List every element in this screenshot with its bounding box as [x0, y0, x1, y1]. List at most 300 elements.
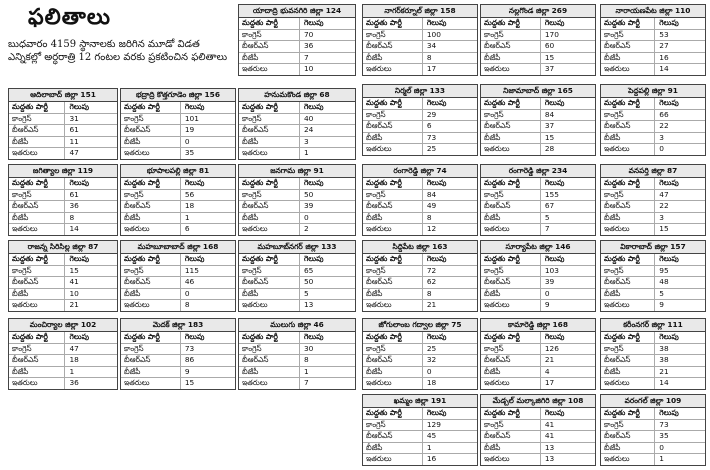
- party-name: ఇతరులు: [9, 378, 65, 389]
- seats-won: 12: [426, 224, 437, 233]
- column-header-row: [239, 178, 355, 190]
- column-header-party: మద్దతు పార్టీ: [363, 332, 423, 343]
- column-header-party: మద్దతు పార్టీ: [9, 178, 65, 189]
- column-header-party: మద్దతు పార్టీ: [121, 254, 181, 265]
- party-name: బీఆర్ఎస్: [239, 41, 300, 52]
- table-row: [363, 266, 477, 278]
- party-name: బీజేపీ: [481, 53, 541, 64]
- column-header-party: మద్దతు పార్టీ: [239, 18, 300, 29]
- party-name: బీజేపీ: [363, 213, 423, 224]
- seats-won: 36: [303, 41, 314, 50]
- table-row: [363, 443, 477, 455]
- district-title: జనగామ జిల్లా 91: [239, 165, 355, 178]
- district-title: సిద్దిపేట జిల్లా 163: [363, 241, 477, 254]
- seats-won: 103: [544, 265, 559, 275]
- headline-subtitle: బుధవారం 4159 స్థానాలకు జరిగిన మూడో విడత ఎన్నికల్లో అర్ధరాత్రి 12 గంటల వరకు ప్రకటించిన ఫలితాలు: [8, 39, 228, 63]
- table-row: [121, 224, 235, 235]
- party-name: బీజేపీ: [601, 53, 655, 64]
- table-row: [601, 201, 705, 213]
- party-name: ఇతరులు: [121, 378, 181, 389]
- district-table: [120, 318, 236, 390]
- table-row: [239, 224, 355, 235]
- party-name: బీజేపీ: [239, 289, 300, 300]
- table-row: [9, 300, 117, 311]
- column-header-row: [481, 18, 595, 30]
- table-row: [121, 137, 235, 149]
- column-header-won: గెలుపు: [659, 254, 679, 263]
- table-row: [481, 277, 595, 289]
- party-name: బీజేపీ: [121, 137, 181, 148]
- seats-won: 36: [69, 378, 79, 387]
- table-row: [601, 300, 705, 311]
- seats-won: 53: [659, 29, 669, 39]
- seats-won: 1: [659, 454, 664, 463]
- district-table: [600, 164, 706, 236]
- seats-won: 65: [303, 265, 314, 275]
- party-name: బీఆర్ఎస్: [601, 121, 655, 132]
- table-row: [239, 41, 355, 53]
- seats-won: 95: [659, 265, 669, 275]
- table-row: [363, 277, 477, 289]
- party-name: ఇతరులు: [9, 224, 65, 235]
- table-row: [481, 213, 595, 225]
- seats-won: 0: [659, 144, 664, 153]
- district-table: [600, 394, 706, 466]
- party-name: బీఆర్ఎస్: [601, 201, 655, 212]
- seats-won: 15: [659, 224, 669, 233]
- party-name: బీఆర్ఎస్: [239, 355, 300, 366]
- seats-won: 100: [426, 29, 441, 39]
- column-header-won: గెలుపు: [426, 254, 447, 263]
- column-header-party: మద్దతు పార్టీ: [481, 408, 541, 419]
- table-row: [121, 148, 235, 159]
- table-row: [363, 41, 477, 53]
- table-row: [601, 454, 705, 465]
- table-row: [239, 277, 355, 289]
- party-name: బీఆర్ఎస్: [363, 121, 423, 132]
- district-table: [8, 164, 118, 236]
- column-header-row: [601, 408, 705, 420]
- table-row: [363, 454, 477, 465]
- column-header-won: గెలుపు: [303, 254, 324, 263]
- district-title: జగిత్యాల జిల్లా 119: [9, 165, 117, 178]
- column-header-row: [601, 178, 705, 190]
- seats-won: 14: [69, 224, 79, 233]
- seats-won: 41: [544, 431, 555, 440]
- party-name: కాంగ్రెస్: [481, 420, 541, 431]
- seats-won: 50: [303, 277, 314, 286]
- party-name: బీజేపీ: [363, 133, 423, 144]
- column-header-row: [121, 332, 235, 344]
- party-name: ఇతరులు: [239, 148, 300, 159]
- seats-won: 15: [69, 265, 79, 275]
- seats-won: 40: [303, 113, 314, 123]
- district-title: కామారెడ్డి జిల్లా 168: [481, 319, 595, 332]
- party-name: బీజేపీ: [121, 213, 181, 224]
- table-row: [481, 224, 595, 235]
- district-title: మంచిర్యాల జిల్లా 102: [9, 319, 117, 332]
- column-header-row: [481, 98, 595, 110]
- party-name: కాంగ్రెస్: [481, 266, 541, 277]
- seats-won: 0: [426, 366, 432, 376]
- party-name: కాంగ్రెస్: [601, 110, 655, 121]
- party-name: బీఆర్ఎస్: [121, 355, 181, 366]
- party-name: బీజేపీ: [481, 133, 541, 144]
- party-name: కాంగ్రెస్: [601, 30, 655, 41]
- seats-won: 24: [303, 125, 314, 134]
- district-title: మెదక్ జిల్లా 183: [121, 319, 235, 332]
- column-header-won: గెలుపు: [184, 332, 205, 341]
- seats-won: 0: [184, 136, 190, 146]
- party-name: బీఆర్ఎస్: [363, 355, 423, 366]
- column-header-won: గెలుపు: [426, 18, 447, 27]
- seats-won: 72: [426, 265, 437, 275]
- column-header-party: మద్దతు పార్టీ: [481, 98, 541, 109]
- seats-won: 67: [544, 201, 555, 210]
- party-name: కాంగ్రెస్: [481, 30, 541, 41]
- seats-won: 50: [303, 189, 314, 199]
- seats-won: 22: [659, 121, 669, 130]
- party-name: బీజేపీ: [363, 443, 423, 454]
- seats-won: 70: [303, 29, 314, 39]
- table-row: [601, 420, 705, 432]
- column-header-won: గెలుపు: [544, 408, 565, 417]
- seats-won: 62: [426, 277, 437, 286]
- seats-won: 4: [544, 366, 550, 376]
- column-header-won: గెలుపు: [69, 178, 89, 187]
- district-title: వరంగల్ జిల్లా 109: [601, 395, 705, 408]
- column-header-row: [481, 408, 595, 420]
- seats-won: 25: [426, 343, 437, 353]
- table-row: [363, 355, 477, 367]
- table-row: [9, 125, 117, 137]
- district-title: వనపర్తి జిల్లా 87: [601, 165, 705, 178]
- table-row: [121, 125, 235, 137]
- column-header-row: [481, 178, 595, 190]
- seats-won: 22: [659, 201, 669, 210]
- table-row: [239, 125, 355, 137]
- seats-won: 47: [69, 343, 79, 353]
- table-row: [363, 133, 477, 145]
- seats-won: 61: [69, 189, 79, 199]
- district-title: జోగులాంబ గద్వాల జిల్లా 75: [363, 319, 477, 332]
- table-row: [363, 201, 477, 213]
- party-name: కాంగ్రెస్: [9, 114, 65, 125]
- seats-won: 29: [426, 109, 437, 119]
- seats-won: 0: [659, 442, 664, 452]
- table-row: [601, 344, 705, 356]
- party-name: బీఆర్ఎస్: [601, 277, 655, 288]
- column-header-won: గెలుపు: [544, 332, 565, 341]
- column-header-party: మద్దతు పార్టీ: [601, 98, 655, 109]
- seats-won: 47: [69, 148, 79, 157]
- district-title: నిర్మల్ జిల్లా 133: [363, 85, 477, 98]
- seats-won: 37: [544, 64, 555, 73]
- column-header-party: మద్దతు పార్టీ: [363, 408, 423, 419]
- seats-won: 15: [544, 132, 555, 142]
- seats-won: 73: [184, 343, 195, 353]
- column-header-won: గెలుపు: [303, 102, 324, 111]
- district-title: ఆదిలాబాద్ జిల్లా 151: [9, 89, 117, 102]
- table-row: [601, 355, 705, 367]
- table-row: [9, 114, 117, 126]
- seats-won: 60: [544, 41, 555, 50]
- party-name: బీఆర్ఎస్: [481, 355, 541, 366]
- seats-won: 37: [544, 121, 555, 130]
- party-name: ఇతరులు: [239, 378, 300, 389]
- column-header-row: [9, 102, 117, 114]
- party-name: బీఆర్ఎస్: [121, 125, 181, 136]
- district-table: [600, 84, 706, 156]
- column-header-row: [601, 18, 705, 30]
- seats-won: 10: [69, 288, 79, 298]
- table-row: [601, 53, 705, 65]
- party-name: బీజేపీ: [363, 289, 423, 300]
- seats-won: 39: [303, 201, 314, 210]
- district-table: [8, 240, 118, 312]
- column-header-row: [239, 332, 355, 344]
- table-row: [239, 355, 355, 367]
- column-header-party: మద్దతు పార్టీ: [601, 408, 655, 419]
- table-row: [363, 431, 477, 443]
- seats-won: 30: [303, 343, 314, 353]
- table-row: [363, 121, 477, 133]
- party-name: కాంగ్రెస్: [363, 420, 423, 431]
- table-row: [601, 144, 705, 155]
- party-name: ఇతరులు: [481, 64, 541, 75]
- party-name: బీజేపీ: [601, 133, 655, 144]
- table-row: [601, 30, 705, 42]
- table-row: [239, 190, 355, 202]
- table-row: [363, 213, 477, 225]
- party-name: ఇతరులు: [481, 224, 541, 235]
- district-table: [8, 318, 118, 390]
- district-title: వికారాబాద్ జిల్లా 157: [601, 241, 705, 254]
- party-name: ఇతరులు: [601, 144, 655, 155]
- column-header-won: గెలుపు: [303, 332, 324, 341]
- column-header-won: గెలుపు: [659, 408, 679, 417]
- seats-won: 5: [303, 288, 309, 298]
- party-name: ఇతరులు: [121, 148, 181, 159]
- column-header-won: గెలుపు: [659, 332, 679, 341]
- table-row: [363, 110, 477, 122]
- table-row: [481, 41, 595, 53]
- table-row: [363, 53, 477, 65]
- table-row: [363, 144, 477, 155]
- seats-won: 8: [426, 288, 432, 298]
- seats-won: 21: [659, 366, 669, 376]
- district-table: [600, 240, 706, 312]
- table-row: [9, 344, 117, 356]
- party-name: ఇతరులు: [9, 148, 65, 159]
- district-table: [362, 318, 478, 390]
- party-name: ఇతరులు: [121, 300, 181, 311]
- seats-won: 45: [426, 431, 437, 440]
- column-header-row: [121, 102, 235, 114]
- column-header-row: [481, 332, 595, 344]
- table-row: [121, 367, 235, 379]
- seats-won: 32: [426, 355, 437, 364]
- seats-won: 19: [184, 125, 195, 134]
- seats-won: 1: [303, 148, 309, 157]
- party-name: కాంగ్రెస్: [601, 420, 655, 431]
- seats-won: 9: [544, 300, 550, 309]
- party-name: కాంగ్రెస్: [363, 190, 423, 201]
- column-header-won: గెలుపు: [69, 102, 89, 111]
- district-table: [480, 84, 596, 156]
- party-name: కాంగ్రెస్: [121, 190, 181, 201]
- party-name: ఇతరులు: [601, 64, 655, 75]
- table-row: [239, 266, 355, 278]
- column-header-row: [601, 98, 705, 110]
- district-title: రంగారెడ్డి జిల్లా 74: [363, 165, 477, 178]
- table-row: [363, 300, 477, 311]
- party-name: ఇతరులు: [363, 378, 423, 389]
- table-row: [121, 378, 235, 389]
- party-name: బీజేపీ: [481, 443, 541, 454]
- seats-won: 11: [69, 136, 79, 146]
- party-name: బీజేపీ: [601, 213, 655, 224]
- seats-won: 9: [659, 300, 664, 309]
- table-row: [481, 367, 595, 379]
- party-name: ఇతరులు: [363, 454, 423, 465]
- district-table: [238, 164, 356, 236]
- seats-won: 17: [544, 378, 555, 387]
- party-name: బీఆర్ఎస్: [9, 277, 65, 288]
- party-name: ఇతరులు: [239, 224, 300, 235]
- party-name: ఇతరులు: [601, 454, 655, 465]
- party-name: బీఆర్ఎస్: [481, 201, 541, 212]
- column-header-won: గెలుపు: [69, 332, 89, 341]
- table-row: [9, 190, 117, 202]
- seats-won: 18: [184, 201, 195, 210]
- table-row: [121, 277, 235, 289]
- district-table: [238, 88, 356, 160]
- column-header-won: గెలుపు: [544, 178, 565, 187]
- district-table: [480, 4, 596, 76]
- party-name: బీజేపీ: [239, 137, 300, 148]
- seats-won: 73: [426, 132, 437, 142]
- district-table: [238, 318, 356, 390]
- column-header-row: [239, 102, 355, 114]
- party-name: బీఆర్ఎస్: [601, 431, 655, 442]
- table-row: [601, 431, 705, 443]
- district-table: [600, 318, 706, 390]
- party-name: బీఆర్ఎస్: [481, 431, 541, 442]
- seats-won: 84: [426, 189, 437, 199]
- table-row: [601, 110, 705, 122]
- party-name: ఇతరులు: [9, 300, 65, 311]
- column-header-party: మద్దతు పార్టీ: [121, 178, 181, 189]
- column-header-won: గెలుపు: [659, 178, 679, 187]
- column-header-row: [363, 18, 477, 30]
- party-name: బీజేపీ: [363, 367, 423, 378]
- seats-won: 8: [426, 52, 432, 62]
- party-name: ఇతరులు: [601, 378, 655, 389]
- column-header-party: మద్దతు పార్టీ: [481, 18, 541, 29]
- table-row: [601, 64, 705, 75]
- table-row: [601, 367, 705, 379]
- seats-won: 15: [544, 52, 555, 62]
- table-row: [481, 344, 595, 356]
- seats-won: 6: [426, 121, 432, 130]
- headline-block: [8, 4, 234, 86]
- seats-won: 49: [426, 201, 437, 210]
- column-header-row: [363, 408, 477, 420]
- party-name: ఇతరులు: [481, 300, 541, 311]
- party-name: కాంగ్రెస్: [601, 266, 655, 277]
- district-title: ఖమ్మం జిల్లా 191: [363, 395, 477, 408]
- seats-won: 34: [426, 41, 437, 50]
- district-table: [238, 240, 356, 312]
- table-row: [9, 378, 117, 389]
- seats-won: 61: [69, 125, 79, 134]
- party-name: బీజేపీ: [481, 367, 541, 378]
- district-title: హనుమకొండ జిల్లా 68: [239, 89, 355, 102]
- table-row: [601, 277, 705, 289]
- column-header-won: గెలుపు: [426, 98, 447, 107]
- party-name: ఇతరులు: [601, 300, 655, 311]
- party-name: కాంగ్రెస్: [9, 344, 65, 355]
- party-name: బీఆర్ఎస్: [9, 355, 65, 366]
- table-row: [481, 64, 595, 75]
- column-header-party: మద్దతు పార్టీ: [121, 332, 181, 343]
- table-row: [363, 289, 477, 301]
- table-row: [239, 201, 355, 213]
- party-name: బీఆర్ఎస్: [9, 125, 65, 136]
- table-row: [601, 443, 705, 455]
- seats-won: 6: [184, 224, 190, 233]
- table-row: [239, 378, 355, 389]
- table-row: [481, 190, 595, 202]
- party-name: బీఆర్ఎస్: [239, 201, 300, 212]
- table-row: [239, 213, 355, 225]
- seats-won: 18: [69, 355, 79, 364]
- party-name: కాంగ్రెస్: [239, 344, 300, 355]
- party-name: కాంగ్రెస్: [9, 266, 65, 277]
- party-name: కాంగ్రెస్: [239, 190, 300, 201]
- table-row: [601, 41, 705, 53]
- column-header-won: గెలుపు: [184, 254, 205, 263]
- seats-won: 15: [184, 378, 195, 387]
- seats-won: 36: [69, 201, 79, 210]
- table-row: [363, 190, 477, 202]
- party-name: ఇతరులు: [363, 64, 423, 75]
- party-name: కాంగ్రెస్: [121, 114, 181, 125]
- seats-won: 1: [426, 442, 432, 452]
- table-row: [9, 224, 117, 235]
- district-title: నారాయణపేట జిల్లా 110: [601, 5, 705, 18]
- column-header-won: గెలుపు: [184, 178, 205, 187]
- table-row: [121, 355, 235, 367]
- column-header-won: గెలుపు: [544, 98, 565, 107]
- table-row: [481, 53, 595, 65]
- party-name: ఇతరులు: [121, 224, 181, 235]
- district-table: [480, 164, 596, 236]
- column-header-row: [239, 18, 355, 30]
- party-name: బీజేపీ: [601, 443, 655, 454]
- column-header-row: [601, 332, 705, 344]
- seats-won: 8: [303, 355, 309, 364]
- column-header-party: మద్దతు పార్టీ: [363, 254, 423, 265]
- column-header-party: మద్దతు పార్టీ: [601, 178, 655, 189]
- party-name: కాంగ్రెస్: [601, 190, 655, 201]
- table-row: [481, 201, 595, 213]
- party-name: ఇతరులు: [481, 454, 541, 465]
- seats-won: 7: [544, 224, 550, 233]
- column-header-won: గెలుపు: [303, 178, 324, 187]
- seats-won: 126: [544, 343, 559, 353]
